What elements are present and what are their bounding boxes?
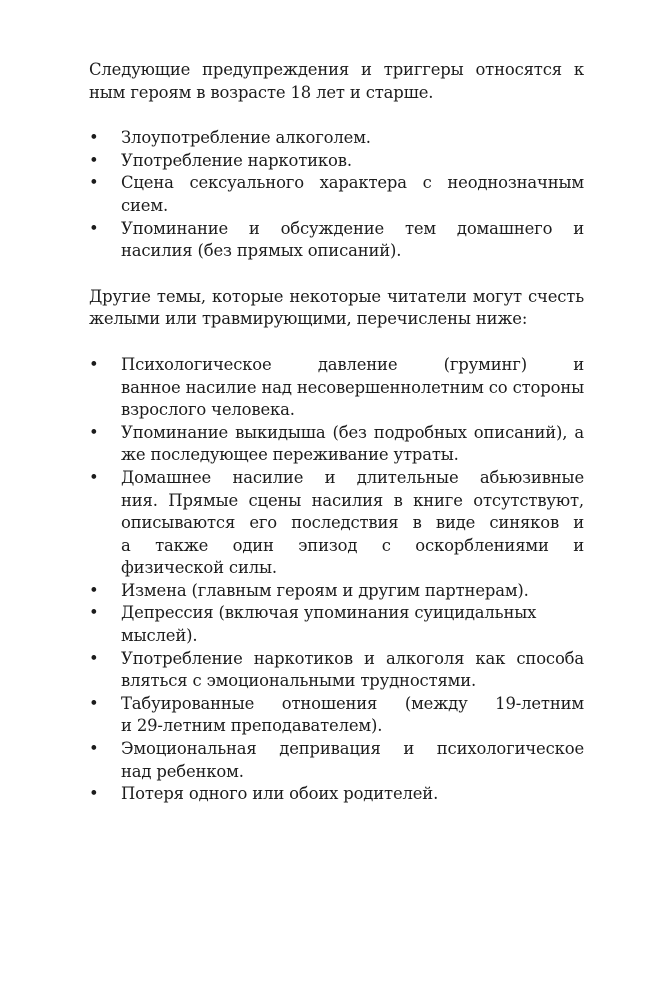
warnings-list-other-themes [89,354,584,806]
bullet-marker: • [89,580,99,600]
bullet-marker: • [89,693,99,713]
bullet-marker: • [89,173,99,193]
list-item [89,354,584,422]
text-line: Упоминание выкидыша (без подробных описаний), а [121,422,584,442]
intro-paragraph-1 [89,59,584,104]
text-line: ванное насилие над несовершеннолетним со стороны [121,377,584,397]
list-item [89,172,584,217]
text-line: Употребление наркотиков. [121,150,352,170]
text-line: Домашнее насилие и длительные абьюзивные [121,467,584,487]
list-item [89,467,584,580]
text-line: Другие темы, которые некоторые читатели могут счесть [89,286,584,306]
list-item [89,218,584,263]
list-item [89,127,584,150]
text-line: Злоупотребление алкоголем. [121,128,371,148]
text-line: Следующие предупреждения и триггеры относятся к [89,60,584,79]
text-line: Депрессия (включая упоминания суицидальных мыслей). [121,603,537,646]
text-line: взрослого человека. [121,400,295,420]
text-line: а также один эпизод с оскорблениями и [121,535,584,555]
bullet-marker: • [89,603,99,623]
text-line: физической силы. [121,558,277,578]
bullet-marker: • [89,422,99,442]
text-line: Измена (главным героям и другим партнерам). [121,580,529,600]
bullet-marker: • [89,354,99,374]
list-item [89,422,584,467]
text-line: над ребенком. [121,761,244,781]
bullet-marker: • [89,784,99,804]
bullet-marker: • [89,739,99,759]
text-line: описываются его последствия в виде синяков и [121,513,584,533]
text-line: ным героям в возрасте 18 лет и старше. [89,82,434,102]
intro-paragraph-2 [89,286,584,331]
text-line: и 29-летним преподавателем). [121,716,383,736]
text-line: же последующее переживание утраты. [121,445,459,465]
text-line: желыми или травмирующими, перечислены ниже: [89,309,528,329]
bullet-marker: • [89,218,99,238]
warnings-list-main-characters [89,127,584,263]
text-line: Табуированные отношения (между 19-летним [121,693,584,713]
text-line: Употребление наркотиков и алкоголя как способа [121,648,584,668]
text-line: Упоминание и обсуждение тем домашнего и [121,218,584,238]
text-line: Сцена сексуального характера с неоднозначным [121,173,584,193]
bullet-marker: • [89,150,99,170]
list-item [89,738,584,783]
bullet-marker: • [89,467,99,487]
text-line: Эмоциональная депривация и психологическое [121,739,584,759]
text-line: Психологическое давление (груминг) и [121,354,584,374]
list-item [89,580,584,603]
list-item [89,648,584,693]
text-line: сием. [121,195,169,215]
bullet-marker: • [89,648,99,668]
list-item [89,693,584,738]
text-line: ния. Прямые сцены насилия в книге отсутствуют, [121,490,584,510]
page-body [89,59,584,806]
text-line: насилия (без прямых описаний). [121,241,402,261]
text-line: Потеря одного или обоих родителей. [121,784,439,804]
bullet-marker: • [89,128,99,148]
text-line: вляться с эмоциональными трудностями. [121,671,477,691]
list-item [89,783,584,806]
list-item [89,602,584,647]
list-item [89,150,584,173]
